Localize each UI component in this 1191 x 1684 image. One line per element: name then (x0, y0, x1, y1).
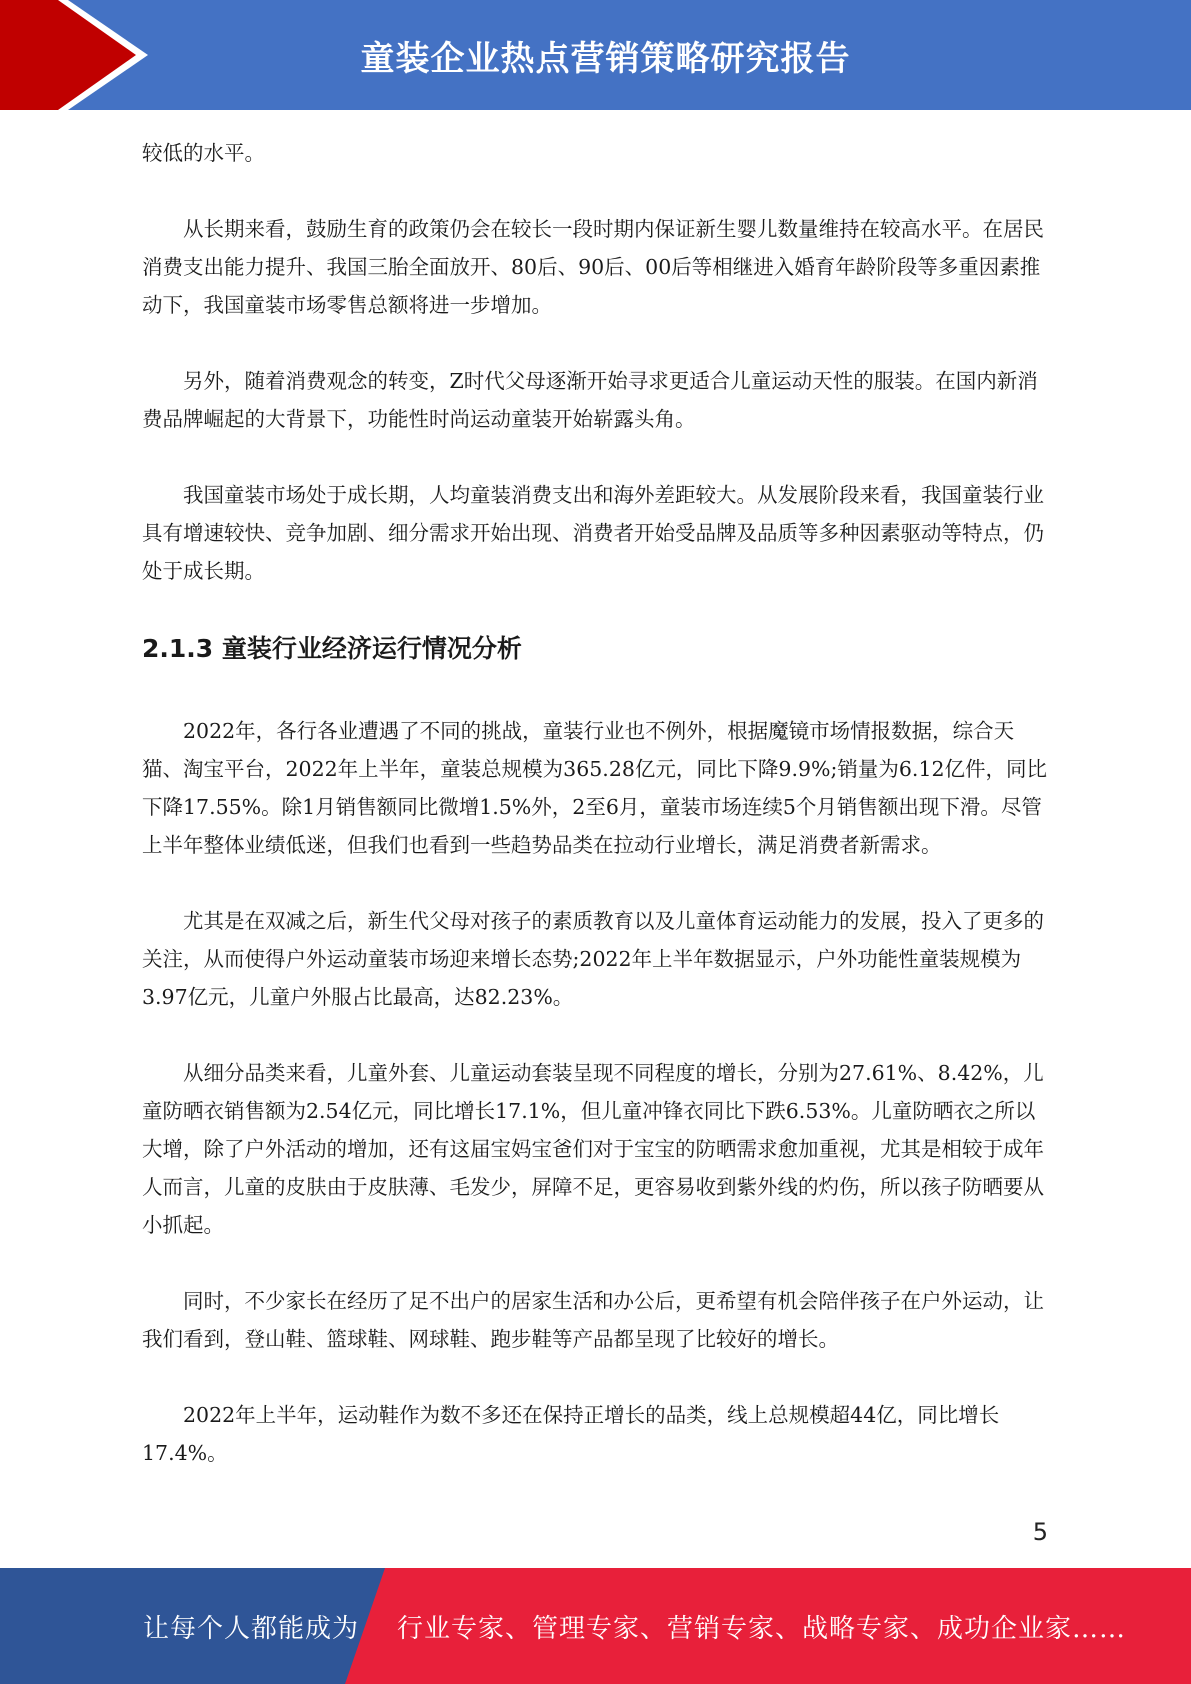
paragraph: 另外，随着消费观念的转变，Z时代父母逐渐开始寻求更适合儿童运动天性的服装。在国内新消费品牌崛起的大背景下，功能性时尚运动童装开始崭露头角。 (142, 369, 1038, 431)
page-footer (0, 1568, 1191, 1684)
continuation-text: 较低的水平。 (142, 141, 265, 165)
footer-slogan-left: 让每个人都能成为 (143, 1613, 360, 1644)
page-number: 5 (1032, 1518, 1048, 1546)
paragraph: 从细分品类来看，儿童外套、儿童运动套装呈现不同程度的增长，分别为27.61%、8.42%，儿童防晒衣销售额为2.54亿元，同比增长17.1%，但儿童冲锋衣同比下跌6.53%。儿童防晒衣之所以大增，除了户外活动的增加，还有这届宝妈宝爸们对于宝宝的防晒需求愈加重视，尤其是相较于成年人而言，儿童的皮肤由于皮肤薄、毛发少，屏障不足，更容易收到紫外线的灼伤，所以孩子防晒要从小抓起。 (142, 1061, 1044, 1237)
paragraph: 从长期来看，鼓励生育的政策仍会在较长一段时期内保证新生婴儿数量维持在较高水平。在居民消费支出能力提升、我国三胎全面放开、80后、90后、00后等相继进入婚育年龄阶段等多重因素推动下，我国童装市场零售总额将进一步增加。 (142, 217, 1044, 317)
paragraph: 2022年，各行各业遭遇了不同的挑战，童装行业也不例外，根据魔镜市场情报数据，综合天猫、淘宝平台，2022年上半年，童装总规模为365.28亿元，同比下降9.9%;销量为6.12亿件，同比下降17.55%。除1月销售额同比微增1.5%外，2至6月，童装市场连续5个月销售额出现下滑。尽管上半年整体业绩低迷，但我们也看到一些趋势品类在拉动行业增长，满足消费者新需求。 (142, 719, 1048, 857)
paragraph: 同时，不少家长在经历了足不出户的居家生活和办公后，更希望有机会陪伴孩子在户外运动，让我们看到，登山鞋、篮球鞋、网球鞋、跑步鞋等产品都呈现了比较好的增长。 (142, 1289, 1044, 1351)
paragraph: 我国童装市场处于成长期，人均童装消费支出和海外差距较大。从发展阶段来看，我国童装行业具有增速较快、竞争加剧、细分需求开始出现、消费者开始受品牌及品质等多种因素驱动等特点，仍处于成长期。 (142, 483, 1044, 583)
section-heading: 2.1.3 童装行业经济运行情况分析 (142, 634, 522, 663)
paragraph: 尤其是在双减之后，新生代父母对孩子的素质教育以及儿童体育运动能力的发展，投入了更多的关注，从而使得户外运动童装市场迎来增长态势;2022年上半年数据显示，户外功能性童装规模为3.97亿元，儿童户外服占比最高，达82.23%。 (142, 909, 1044, 1009)
paragraph: 2022年上半年，运动鞋作为数不多还在保持正增长的品类，线上总规模超44亿，同比增长17.4%。 (142, 1403, 1000, 1465)
document-body (142, 134, 1050, 1510)
page-header (0, 0, 1191, 110)
report-title: 童装企业热点营销策略研究报告 (360, 38, 851, 79)
footer-slogan-right: 行业专家、管理专家、营销专家、战略专家、成功企业家…… (397, 1613, 1127, 1644)
